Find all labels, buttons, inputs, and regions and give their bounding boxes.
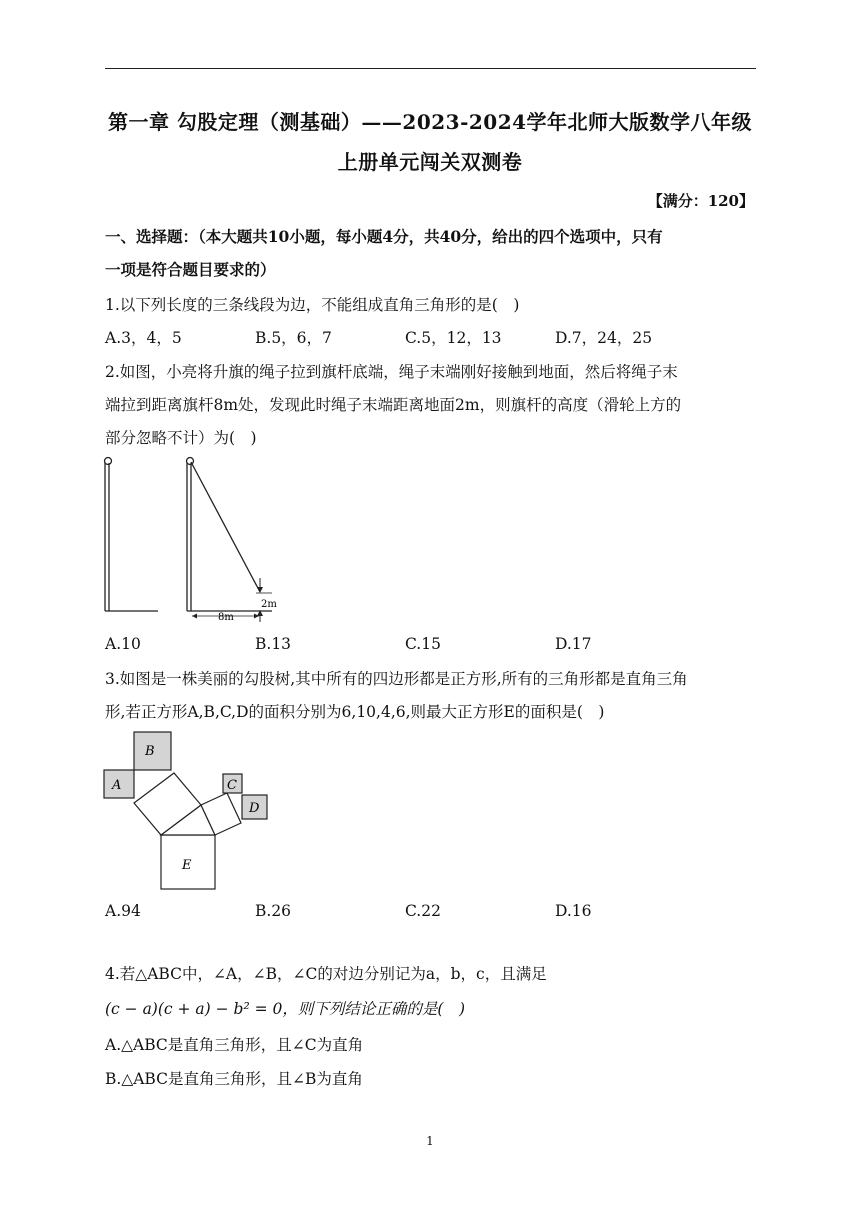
q3-option-b: B.26 bbox=[255, 902, 292, 920]
label-8m: 8m bbox=[218, 612, 234, 623]
label-a: A bbox=[112, 778, 122, 793]
q2-stem-line3: 部分忽略不计）为( ) bbox=[105, 429, 257, 447]
rope bbox=[191, 462, 260, 592]
q3-option-c: C.22 bbox=[405, 902, 441, 920]
page-number: 1 bbox=[426, 1134, 434, 1148]
q4-option-a: A.△ABC是直角三角形，且∠C为直角 bbox=[105, 1036, 364, 1054]
q1-option-c: C.5，12，13 bbox=[405, 329, 502, 347]
q3-stem-line2: 形,若正方形A,B,C,D的面积分别为6,10,4,6,则最大正方形E的面积是( ) bbox=[105, 703, 605, 721]
q1-stem: 1.以下列长度的三条线段为边，不能组成直角三角形的是( ) bbox=[105, 296, 520, 314]
q4-stem-line2: (c − a)(c + a) − b² = 0，则下列结论正确的是( ) bbox=[105, 1000, 465, 1018]
section-heading-line2: 一项是符合题目要求的） bbox=[105, 260, 276, 279]
doc-title-line2: 上册单元闯关双测卷 bbox=[337, 150, 523, 174]
q2-stem-line2: 端拉到距离旗杆8m处，发现此时绳子末端距离地面2m，则旗杆的高度（滑轮上方的 bbox=[105, 396, 682, 414]
header-rule bbox=[105, 68, 756, 69]
q3-option-d: D.16 bbox=[555, 902, 592, 920]
q4-stem-line1: 4.若△ABC中，∠A，∠B，∠C的对边分别记为a，b，c，且满足 bbox=[105, 965, 547, 983]
q4-option-b: B.△ABC是直角三角形，且∠B为直角 bbox=[105, 1070, 363, 1088]
pythagoras-tree-figure bbox=[100, 728, 275, 894]
doc-title-line1: 第一章 勾股定理（测基础）——2023-2024学年北师大版数学八年级 bbox=[107, 110, 753, 134]
label-c: C bbox=[227, 778, 237, 793]
q2-option-c: C.15 bbox=[405, 635, 441, 653]
full-score: 【满分：120】 bbox=[647, 192, 754, 210]
q2-option-d: D.17 bbox=[555, 635, 592, 653]
q1-option-b: B.5，6，7 bbox=[255, 329, 332, 347]
label-e: E bbox=[182, 858, 192, 873]
q3-option-a: A.94 bbox=[105, 902, 141, 920]
q2-option-b: B.13 bbox=[255, 635, 292, 653]
q1-option-a: A.3，4，5 bbox=[105, 329, 182, 347]
q2-stem-line1: 2.如图，小亮将升旗的绳子拉到旗杆底端，绳子末端刚好接触到地面，然后将绳子末 bbox=[105, 363, 678, 381]
label-d: D bbox=[249, 801, 260, 816]
label-2m: 2m bbox=[261, 599, 277, 610]
label-b: B bbox=[145, 744, 155, 759]
q3-stem-line1: 3.如图是一株美丽的勾股树,其中所有的四边形都是正方形,所有的三角形都是直角三角 bbox=[105, 670, 688, 688]
flagpole-figure bbox=[100, 452, 280, 627]
q2-option-a: A.10 bbox=[105, 635, 141, 653]
section-heading-line1: 一、选择题：（本大题共10小题，每小题4分，共40分，给出的四个选项中，只有 bbox=[105, 227, 663, 246]
q1-option-d: D.7，24，25 bbox=[555, 329, 653, 347]
